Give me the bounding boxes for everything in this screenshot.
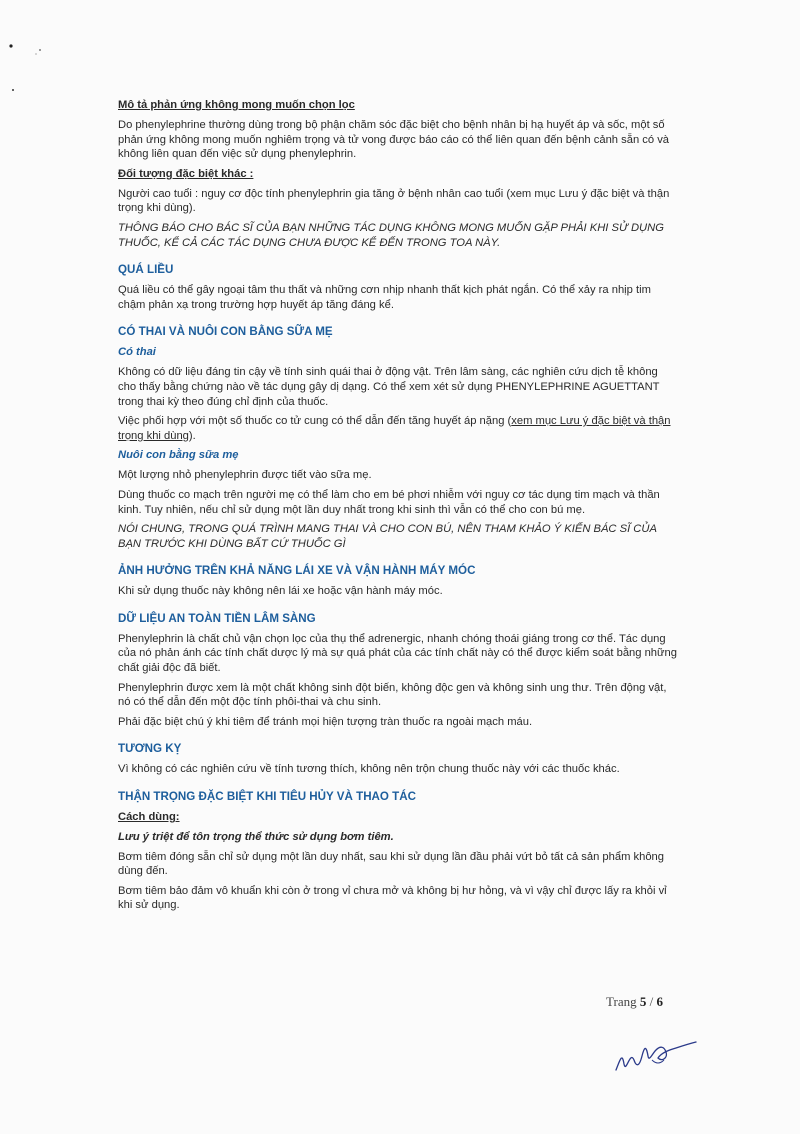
warning-notice: NÓI CHUNG, TRONG QUÁ TRÌNH MANG THAI VÀ CHO CON BÚ, NÊN THAM KHẢO Ý KIẾN BÁC SĨ CỦA BẠN TRƯỚC KHI DÙNG BẤT CỨ THUỐC GÌ	[118, 523, 657, 550]
handwritten-signature	[612, 1030, 702, 1085]
text: Việc phối hợp với một số thuốc co tử cung có thể dẫn đến tăng huyết áp nặng (	[118, 415, 512, 428]
paragraph: Phải đặc biệt chú ý khi tiêm để tránh mọi hiện tượng tràn thuốc ra ngoài mạch máu.	[118, 715, 533, 728]
paragraph: Một lượng nhỏ phenylephrin được tiết vào sữa mẹ.	[118, 469, 372, 482]
paragraph: Do phenylephrine thường dùng trong bộ phận chăm sóc đặc biệt cho bệnh nhân bị hạ huyết áp và sốc, một số phản ứng không mong muốn nghiêm trọng và tử vong được báo cáo có thể liên quan đến bệnh cảnh sẵn có và không liên quan đến việc sử dụng phenylephrin.	[118, 119, 670, 161]
scan-specks	[8, 40, 68, 105]
page-number	[606, 994, 663, 1010]
section-title-overdose: QUÁ LIỀU	[118, 263, 174, 277]
document-body	[118, 98, 678, 918]
paragraph: Không có dữ liệu đáng tin cậy về tính sinh quái thai ở động vật. Trên lâm sàng, các nghiên cứu dịch tễ không cho thấy bằng chứng nào về tác dụng gây dị dạng. Có thể xem xét sử dụng PHENYLEPHRINE AGUETTANT trong thai kỳ theo đúng chỉ định của thuốc.	[118, 366, 660, 408]
paragraph: Khi sử dụng thuốc này không nên lái xe hoặc vận hành máy móc.	[118, 585, 443, 598]
subsection-title-pregnancy: Có thai	[118, 346, 156, 359]
section-title-adverse-reactions: Mô tả phản ứng không mong muốn chọn lọc	[118, 99, 355, 111]
paragraph: Dùng thuốc co mạch trên người mẹ có thể làm cho em bé phơi nhiễm với nguy cơ tác dụng tim mạch và thần kinh. Tuy nhiên, nếu chỉ sử dụng một lần duy nhất trong khi sinh thì vẫn có thể cho con bú mẹ.	[118, 488, 660, 516]
paragraph: Bơm tiêm đóng sẵn chỉ sử dụng một lần duy nhất, sau khi sử dụng lần đầu phải vứt bỏ tất cả sản phẩm không dùng đến.	[118, 850, 664, 878]
subsection-title-breastfeeding: Nuôi con bằng sữa mẹ	[118, 449, 239, 462]
paragraph: Bơm tiêm bảo đảm vô khuẩn khi còn ở trong vỉ chưa mở và không bị hư hỏng, và vì vậy chỉ được lấy ra khỏi vỉ khi sử dụng.	[118, 884, 667, 912]
paragraph: Phenylephrin là chất chủ vận chọn lọc của thụ thể adrenergic, nhanh chóng thoái giáng trong cơ thể. Tác dụng của nó phản ánh các tính chất dược lý mà sự quá phát của các tính chất này có thể được kiểm soát bằng những chất giải độc đã biết.	[118, 632, 677, 675]
paragraph: Phenylephrin được xem là một chất không sinh đột biến, không độc gen và không sinh ung thư. Trên động vật, nó có thể dẫn đến một độc tính phôi-thai và chu sinh.	[118, 681, 667, 709]
page-total: 6	[656, 994, 663, 1009]
scan-noise-icon	[8, 40, 68, 100]
warning-notice: THÔNG BÁO CHO BÁC SĨ CỦA BẠN NHỮNG TÁC DỤNG KHÔNG MONG MUỐN GẶP PHẢI KHI SỬ DỤNG THUỐC, KỂ CẢ CÁC TÁC DỤNG CHƯA ĐƯỢC KỂ ĐẾN TRONG TOA NÀY.	[118, 221, 664, 249]
section-title-preclinical: DỮ LIỆU AN TOÀN TIỀN LÂM SÀNG	[118, 611, 316, 625]
signature-icon	[612, 1030, 702, 1080]
section-title-incompatibility: TƯƠNG KỴ	[118, 742, 182, 756]
page-prefix: Trang	[606, 994, 640, 1009]
cross-reference-link[interactable]: xem mục Lưu ý đặc biệt và thận trọng khi dùng	[118, 415, 671, 442]
paragraph: Quá liều có thể gây ngoại tâm thu thất và những cơn nhịp nhanh thất kịch phát ngắn. Có thể xảy ra nhịp tim chậm phản xạ trong trường hợp huyết áp tăng đáng kể.	[118, 284, 651, 311]
section-title-disposal: THẬN TRỌNG ĐẶC BIỆT KHI TIÊU HỦY VÀ THAO TÁC	[118, 790, 417, 804]
page-current: 5	[639, 994, 647, 1009]
subsection-title-usage: Cách dùng:	[118, 811, 180, 824]
section-title-pregnancy: CÓ THAI VÀ NUÔI CON BẰNG SỮA MẸ	[118, 325, 333, 339]
paragraph: Vì không có các nghiên cứu về tính tương thích, không nên trộn chung thuốc này với các thuốc khác.	[118, 763, 620, 776]
text: ).	[188, 429, 196, 442]
subsection-title-special-groups: Đối tượng đặc biệt khác :	[118, 167, 254, 180]
paragraph: Người cao tuổi : nguy cơ độc tính phenylephrin gia tăng ở bệnh nhân cao tuổi (xem mục Lưu ý đặc biệt và thận trọng khi dùng).	[118, 187, 670, 215]
section-title-driving: ẢNH HƯỞNG TRÊN KHẢ NĂNG LÁI XE VÀ VẬN HÀNH MÁY MÓC	[118, 564, 476, 578]
paragraph-with-reference	[118, 414, 678, 443]
usage-note: Lưu ý triệt để tôn trọng thể thức sử dụng bơm tiêm.	[118, 831, 394, 844]
page-sep: /	[646, 994, 657, 1009]
